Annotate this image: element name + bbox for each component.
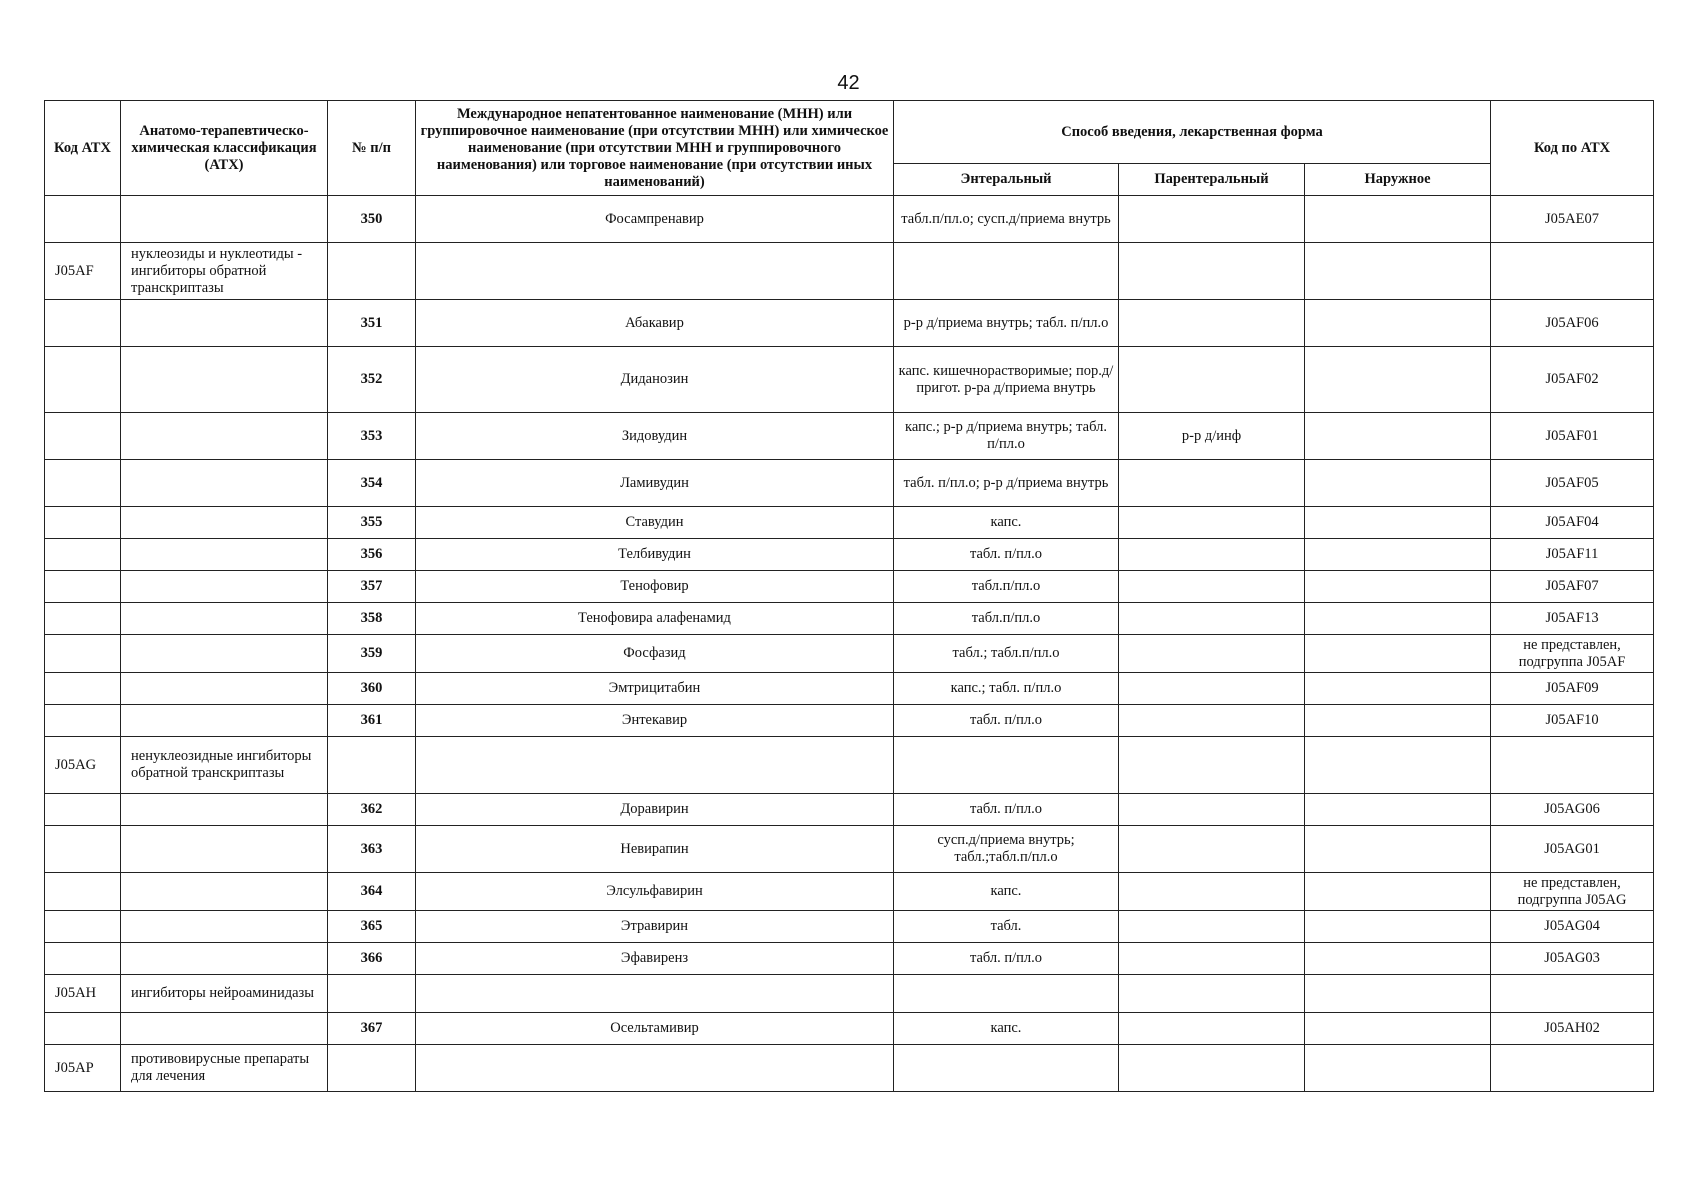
table-row [45, 705, 1654, 737]
drug-name-cell: Диданозин [416, 347, 894, 413]
enteral-cell: капс.; табл. п/пл.о [894, 673, 1119, 705]
drug-name-cell: Фосфазид [416, 635, 894, 673]
table-row [45, 539, 1654, 571]
atc-code-right-cell: не представлен, подгруппа J05AG [1491, 873, 1654, 911]
atc-code-cell [45, 826, 121, 873]
atc-code-cell [45, 943, 121, 975]
atc-code-right-cell [1491, 243, 1654, 300]
atc-class-cell [121, 300, 328, 347]
enteral-cell: табл. [894, 911, 1119, 943]
enteral-cell: капс. [894, 1013, 1119, 1045]
atc-code-cell [45, 673, 121, 705]
atc-class-cell [121, 911, 328, 943]
parenteral-cell [1119, 507, 1305, 539]
atc-code-right-cell: J05AF13 [1491, 603, 1654, 635]
drug-name-cell: Осельтамивир [416, 1013, 894, 1045]
parenteral-cell [1119, 603, 1305, 635]
table-row [45, 673, 1654, 705]
item-number-cell: 366 [328, 943, 416, 975]
parenteral-cell [1119, 873, 1305, 911]
drug-name-cell: Доравирин [416, 794, 894, 826]
drug-name-cell: Ставудин [416, 507, 894, 539]
parenteral-cell [1119, 975, 1305, 1013]
enteral-cell: табл. п/пл.о; р-р д/приема внутрь [894, 460, 1119, 507]
enteral-cell: капс.; р-р д/приема внутрь; табл. п/пл.о [894, 413, 1119, 460]
item-number-cell: 362 [328, 794, 416, 826]
item-number-cell [328, 737, 416, 794]
enteral-cell: табл. п/пл.о [894, 794, 1119, 826]
atc-code-right-cell: J05AF02 [1491, 347, 1654, 413]
table-row [45, 911, 1654, 943]
atc-code-right-cell: не представлен, подгруппа J05AF [1491, 635, 1654, 673]
parenteral-cell [1119, 705, 1305, 737]
table-row [45, 460, 1654, 507]
external-cell [1305, 826, 1491, 873]
item-number-cell: 351 [328, 300, 416, 347]
atc-code-cell [45, 347, 121, 413]
atc-class-cell [121, 873, 328, 911]
item-number-cell: 363 [328, 826, 416, 873]
parenteral-cell [1119, 347, 1305, 413]
table-header [45, 101, 1654, 196]
atc-class-cell [121, 943, 328, 975]
page-number: 42 [837, 72, 860, 94]
table-row [45, 300, 1654, 347]
table-row [45, 975, 1654, 1013]
header-parenteral: Парентеральный [1119, 164, 1305, 196]
atc-code-right-cell [1491, 1045, 1654, 1092]
parenteral-cell [1119, 826, 1305, 873]
atc-code-right-cell [1491, 737, 1654, 794]
enteral-cell [894, 243, 1119, 300]
atc-class-cell [121, 413, 328, 460]
atc-class-cell [121, 1013, 328, 1045]
item-number-cell: 357 [328, 571, 416, 603]
enteral-cell: сусп.д/приема внутрь; табл.;табл.п/пл.о [894, 826, 1119, 873]
item-number-cell: 353 [328, 413, 416, 460]
drug-name-cell: Телбивудин [416, 539, 894, 571]
table-row [45, 571, 1654, 603]
enteral-cell: табл.п/пл.о; сусп.д/приема внутрь [894, 196, 1119, 243]
drug-table [44, 100, 1654, 1092]
drug-name-cell: Невирапин [416, 826, 894, 873]
table-row [45, 737, 1654, 794]
enteral-cell: табл.п/пл.о [894, 603, 1119, 635]
external-cell [1305, 673, 1491, 705]
external-cell [1305, 873, 1491, 911]
drug-name-cell: Этравирин [416, 911, 894, 943]
drug-name-cell: Абакавир [416, 300, 894, 347]
item-number-cell: 361 [328, 705, 416, 737]
enteral-cell: табл.; табл.п/пл.о [894, 635, 1119, 673]
parenteral-cell [1119, 794, 1305, 826]
external-cell [1305, 243, 1491, 300]
table-row [45, 603, 1654, 635]
drug-name-cell [416, 1045, 894, 1092]
enteral-cell: табл.п/пл.о [894, 571, 1119, 603]
atc-code-right-cell: J05AG03 [1491, 943, 1654, 975]
parenteral-cell [1119, 539, 1305, 571]
enteral-cell [894, 1045, 1119, 1092]
table-row [45, 507, 1654, 539]
atc-class-cell: ингибиторы нейроаминидазы [121, 975, 328, 1013]
external-cell [1305, 635, 1491, 673]
enteral-cell: капс. кишечнорастворимые; пор.д/пригот. р-ра д/приема внутрь [894, 347, 1119, 413]
parenteral-cell [1119, 673, 1305, 705]
external-cell [1305, 1013, 1491, 1045]
atc-code-cell [45, 460, 121, 507]
table-row [45, 196, 1654, 243]
parenteral-cell [1119, 1045, 1305, 1092]
atc-code-right-cell: J05AE07 [1491, 196, 1654, 243]
atc-code-right-cell: J05AG04 [1491, 911, 1654, 943]
enteral-cell: табл. п/пл.о [894, 539, 1119, 571]
atc-code-cell [45, 300, 121, 347]
table-row [45, 873, 1654, 911]
atc-code-cell [45, 507, 121, 539]
external-cell [1305, 347, 1491, 413]
parenteral-cell [1119, 571, 1305, 603]
external-cell [1305, 911, 1491, 943]
atc-class-cell [121, 347, 328, 413]
atc-code-cell [45, 196, 121, 243]
atc-code-right-cell: J05AG01 [1491, 826, 1654, 873]
header-item-number: № п/п [328, 101, 416, 196]
header-route-form: Способ введения, лекарственная форма [894, 101, 1491, 164]
atc-code-right-cell: J05AF01 [1491, 413, 1654, 460]
atc-code-cell [45, 635, 121, 673]
drug-name-cell: Эмтрицитабин [416, 673, 894, 705]
header-enteral: Энтеральный [894, 164, 1119, 196]
atc-code-cell: J05AF [45, 243, 121, 300]
enteral-cell [894, 975, 1119, 1013]
atc-class-cell [121, 794, 328, 826]
external-cell [1305, 1045, 1491, 1092]
drug-name-cell: Элсульфавирин [416, 873, 894, 911]
external-cell [1305, 507, 1491, 539]
enteral-cell: р-р д/приема внутрь; табл. п/пл.о [894, 300, 1119, 347]
item-number-cell [328, 975, 416, 1013]
table-row [45, 635, 1654, 673]
parenteral-cell [1119, 300, 1305, 347]
external-cell [1305, 705, 1491, 737]
table-row [45, 794, 1654, 826]
atc-class-cell: противовирусные препараты для лечения [121, 1045, 328, 1092]
atc-class-cell [121, 705, 328, 737]
enteral-cell: табл. п/пл.о [894, 943, 1119, 975]
atc-code-cell [45, 603, 121, 635]
drug-name-cell: Энтекавир [416, 705, 894, 737]
enteral-cell: табл. п/пл.о [894, 705, 1119, 737]
external-cell [1305, 571, 1491, 603]
drug-name-cell [416, 737, 894, 794]
item-number-cell: 356 [328, 539, 416, 571]
item-number-cell: 360 [328, 673, 416, 705]
item-number-cell: 354 [328, 460, 416, 507]
drug-name-cell: Ламивудин [416, 460, 894, 507]
enteral-cell: капс. [894, 873, 1119, 911]
header-external: Наружное [1305, 164, 1491, 196]
atc-code-right-cell [1491, 975, 1654, 1013]
drug-name-cell: Фосампренавир [416, 196, 894, 243]
drug-name-cell: Тенофовир [416, 571, 894, 603]
header-atc-code-right: Код по АТХ [1491, 101, 1654, 196]
atc-class-cell [121, 507, 328, 539]
table-row [45, 826, 1654, 873]
atc-code-right-cell: J05AF05 [1491, 460, 1654, 507]
item-number-cell: 358 [328, 603, 416, 635]
external-cell [1305, 300, 1491, 347]
table-row [45, 413, 1654, 460]
external-cell [1305, 975, 1491, 1013]
atc-class-cell [121, 826, 328, 873]
drug-name-cell: Тенофовира алафенамид [416, 603, 894, 635]
table-row [45, 347, 1654, 413]
external-cell [1305, 460, 1491, 507]
atc-code-cell: J05AH [45, 975, 121, 1013]
atc-class-cell: ненуклеозидные ингибиторы обратной транскриптазы [121, 737, 328, 794]
parenteral-cell [1119, 943, 1305, 975]
item-number-cell: 365 [328, 911, 416, 943]
atc-class-cell [121, 539, 328, 571]
header-drug-name: Международное непатентованное наименование (МНН) или группировочное наименование (при отсутствии МНН) или химическое наименование (при отсутствии МНН и группировочного наименования) или торговое наименование (при отсутствии иных наименований) [416, 101, 894, 196]
parenteral-cell [1119, 196, 1305, 243]
external-cell [1305, 413, 1491, 460]
item-number-cell [328, 243, 416, 300]
external-cell [1305, 196, 1491, 243]
atc-code-right-cell: J05AF09 [1491, 673, 1654, 705]
item-number-cell: 350 [328, 196, 416, 243]
atc-code-cell [45, 1013, 121, 1045]
external-cell [1305, 539, 1491, 571]
atc-code-right-cell: J05AF07 [1491, 571, 1654, 603]
parenteral-cell: р-р д/инф [1119, 413, 1305, 460]
drug-name-cell: Эфавиренз [416, 943, 894, 975]
atc-code-right-cell: J05AF10 [1491, 705, 1654, 737]
table-body [45, 196, 1654, 1092]
table-row [45, 243, 1654, 300]
drug-name-cell [416, 975, 894, 1013]
item-number-cell: 352 [328, 347, 416, 413]
atc-code-right-cell: J05AF04 [1491, 507, 1654, 539]
drug-name-cell [416, 243, 894, 300]
item-number-cell: 355 [328, 507, 416, 539]
atc-class-cell [121, 673, 328, 705]
atc-class-cell [121, 196, 328, 243]
header-atc-classification: Анатомо-терапевтическо-химическая классификация (АТХ) [121, 101, 328, 196]
atc-class-cell: нуклеозиды и нуклеотиды - ингибиторы обратной транскриптазы [121, 243, 328, 300]
atc-code-cell: J05AP [45, 1045, 121, 1092]
parenteral-cell [1119, 635, 1305, 673]
enteral-cell [894, 737, 1119, 794]
atc-code-cell [45, 794, 121, 826]
external-cell [1305, 603, 1491, 635]
parenteral-cell [1119, 460, 1305, 507]
item-number-cell: 364 [328, 873, 416, 911]
item-number-cell [328, 1045, 416, 1092]
atc-code-cell [45, 539, 121, 571]
table-row [45, 1045, 1654, 1092]
parenteral-cell [1119, 1013, 1305, 1045]
parenteral-cell [1119, 737, 1305, 794]
atc-code-right-cell: J05AH02 [1491, 1013, 1654, 1045]
table-row [45, 943, 1654, 975]
table-row [45, 1013, 1654, 1045]
parenteral-cell [1119, 243, 1305, 300]
item-number-cell: 367 [328, 1013, 416, 1045]
external-cell [1305, 943, 1491, 975]
parenteral-cell [1119, 911, 1305, 943]
atc-class-cell [121, 571, 328, 603]
atc-class-cell [121, 635, 328, 673]
atc-code-right-cell: J05AF06 [1491, 300, 1654, 347]
atc-class-cell [121, 603, 328, 635]
atc-code-cell [45, 571, 121, 603]
atc-code-cell [45, 705, 121, 737]
atc-code-cell [45, 413, 121, 460]
drug-name-cell: Зидовудин [416, 413, 894, 460]
atc-code-right-cell: J05AG06 [1491, 794, 1654, 826]
enteral-cell: капс. [894, 507, 1119, 539]
external-cell [1305, 794, 1491, 826]
atc-code-cell [45, 873, 121, 911]
atc-code-right-cell: J05AF11 [1491, 539, 1654, 571]
atc-code-cell: J05AG [45, 737, 121, 794]
atc-class-cell [121, 460, 328, 507]
atc-code-cell [45, 911, 121, 943]
external-cell [1305, 737, 1491, 794]
item-number-cell: 359 [328, 635, 416, 673]
header-atc-code: Код АТХ [45, 101, 121, 196]
